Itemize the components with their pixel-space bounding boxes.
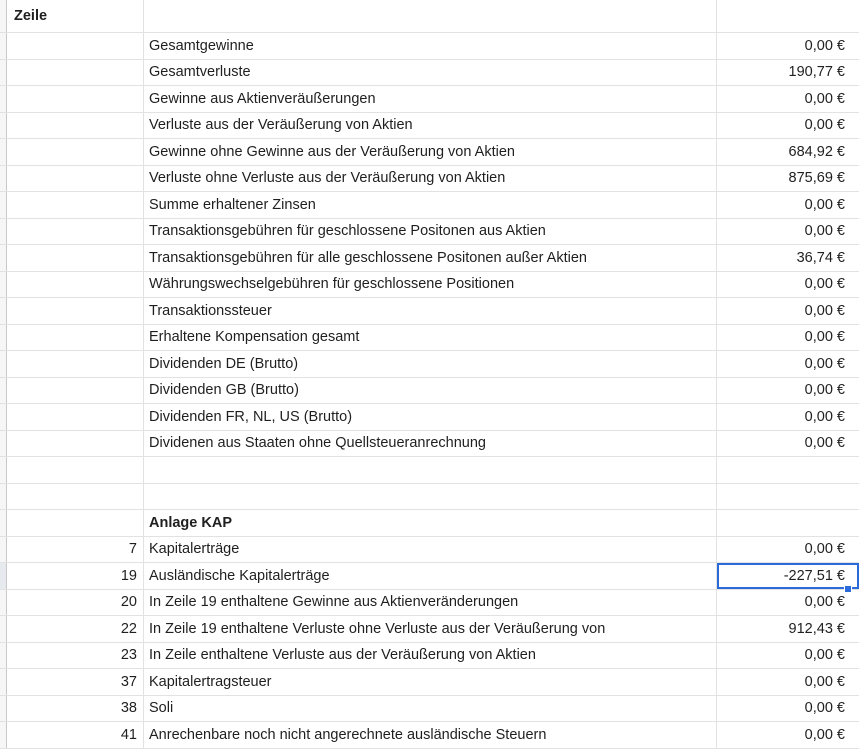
cell-label[interactable]: Ausländische Kapitalerträge xyxy=(144,563,717,589)
sheet-row xyxy=(0,643,859,670)
sheet-row xyxy=(0,86,859,113)
cell-value[interactable]: 0,00 € xyxy=(804,37,845,54)
sheet-row xyxy=(0,404,859,431)
sheet-row xyxy=(0,192,859,219)
cell-value[interactable]: 0,00 € xyxy=(804,435,845,452)
cell-label[interactable]: Transaktionsgebühren für alle geschlossene Positonen außer Aktien xyxy=(144,245,717,271)
cell-line-number[interactable] xyxy=(7,219,144,245)
row-header[interactable] xyxy=(0,272,7,298)
cell[interactable] xyxy=(717,510,859,536)
row-header[interactable] xyxy=(0,510,7,536)
cell-value[interactable]: 0,00 € xyxy=(804,700,845,717)
cell-line-number[interactable]: 41 xyxy=(7,722,144,748)
cell-line-number[interactable] xyxy=(7,325,144,351)
sheet-row-empty xyxy=(0,484,859,511)
cell-value[interactable]: 0,00 € xyxy=(804,355,845,372)
cell-line-number[interactable] xyxy=(7,113,144,139)
row-header[interactable] xyxy=(0,0,7,32)
sheet-row xyxy=(0,60,859,87)
cell-zeile-header[interactable]: Zeile xyxy=(7,0,144,32)
cell-label[interactable]: Gewinne ohne Gewinne aus der Veräußerung von Aktien xyxy=(144,139,717,165)
cell-line-number[interactable] xyxy=(7,245,144,271)
sheet-row xyxy=(0,696,859,723)
sheet-row xyxy=(0,272,859,299)
cell[interactable] xyxy=(717,457,859,483)
cell-label[interactable]: Erhaltene Kompensation gesamt xyxy=(144,325,717,351)
sheet-row xyxy=(0,431,859,458)
cell-label[interactable]: Verluste aus der Veräußerung von Aktien xyxy=(144,113,717,139)
cell-value[interactable]: 0,00 € xyxy=(804,726,845,743)
cell-value[interactable]: 0,00 € xyxy=(804,594,845,611)
cell-label[interactable]: Kapitalerträge xyxy=(144,537,717,563)
cell-label[interactable]: Dividenden FR, NL, US (Brutto) xyxy=(144,404,717,430)
sheet-row xyxy=(0,139,859,166)
cell-label[interactable]: Transaktionssteuer xyxy=(144,298,717,324)
sheet-row xyxy=(0,0,859,33)
cell-label[interactable]: Dividenen aus Staaten ohne Quellsteueranrechnung xyxy=(144,431,717,457)
cell-line-number[interactable]: 7 xyxy=(7,537,144,563)
cell-value[interactable]: 0,00 € xyxy=(804,196,845,213)
cell-line-number[interactable] xyxy=(7,351,144,377)
row-header[interactable] xyxy=(0,457,7,483)
row-header[interactable] xyxy=(0,537,7,563)
fill-handle[interactable] xyxy=(844,585,852,593)
cell-line-number[interactable]: 37 xyxy=(7,669,144,695)
cell-label[interactable]: Kapitalertragsteuer xyxy=(144,669,717,695)
row-header[interactable] xyxy=(0,669,7,695)
cell[interactable] xyxy=(144,457,717,483)
sheet-row xyxy=(0,245,859,272)
sheet-row-empty xyxy=(0,457,859,484)
sheet-row xyxy=(0,510,859,537)
sheet-row xyxy=(0,166,859,193)
cell-value[interactable]: 0,00 € xyxy=(804,223,845,240)
row-header[interactable] xyxy=(0,298,7,324)
sheet-row xyxy=(0,298,859,325)
row-header[interactable] xyxy=(0,351,7,377)
row-header[interactable] xyxy=(0,60,7,86)
cell-label[interactable]: Anrechenbare noch nicht angerechnete ausländische Steuern xyxy=(144,722,717,748)
cell-value[interactable]: 0,00 € xyxy=(804,302,845,319)
sheet-row xyxy=(0,669,859,696)
cell-line-number[interactable] xyxy=(7,431,144,457)
row-header[interactable] xyxy=(0,696,7,722)
cell[interactable] xyxy=(717,484,859,510)
cell[interactable] xyxy=(144,0,717,32)
cell-label[interactable]: Summe erhaltener Zinsen xyxy=(144,192,717,218)
cell-label[interactable]: Soli xyxy=(144,696,717,722)
selected-cell-value[interactable]: -227,51 € xyxy=(717,563,859,589)
cell-line-number[interactable]: 19 xyxy=(7,563,144,589)
row-header[interactable] xyxy=(0,643,7,669)
sheet-row xyxy=(0,351,859,378)
cell-line-number[interactable] xyxy=(7,192,144,218)
cell-value[interactable]: 0,00 € xyxy=(804,117,845,134)
cell[interactable] xyxy=(7,457,144,483)
cell-value[interactable]: 684,92 € xyxy=(788,143,845,160)
row-header[interactable] xyxy=(0,378,7,404)
sheet-row xyxy=(0,219,859,246)
cell-value[interactable]: 0,00 € xyxy=(804,382,845,399)
cell-label[interactable]: Dividenden DE (Brutto) xyxy=(144,351,717,377)
cell-line-number[interactable] xyxy=(7,272,144,298)
row-header[interactable] xyxy=(0,722,7,748)
cell-line-number[interactable]: 22 xyxy=(7,616,144,642)
cell-line-number[interactable] xyxy=(7,404,144,430)
cell-value[interactable]: 875,69 € xyxy=(788,170,845,187)
cell-label[interactable]: Transaktionsgebühren für geschlossene Positonen aus Aktien xyxy=(144,219,717,245)
cell-label[interactable]: Währungswechselgebühren für geschlossene Positionen xyxy=(144,272,717,298)
row-header[interactable] xyxy=(0,219,7,245)
cell-line-number[interactable] xyxy=(7,33,144,59)
cell-line-number[interactable]: 38 xyxy=(7,696,144,722)
cell[interactable] xyxy=(717,0,859,32)
sheet-row xyxy=(0,722,859,749)
sheet-row-active xyxy=(0,563,859,590)
cell-line-number[interactable] xyxy=(7,298,144,324)
row-header[interactable] xyxy=(0,616,7,642)
cell-value[interactable]: 0,00 € xyxy=(804,90,845,107)
cell-line-number[interactable] xyxy=(7,139,144,165)
cell-label[interactable]: In Zeile 19 enthaltene Gewinne aus Aktienveränderungen xyxy=(144,590,717,616)
sheet-row xyxy=(0,113,859,140)
cell-value[interactable]: 0,00 € xyxy=(804,673,845,690)
row-header[interactable] xyxy=(0,192,7,218)
cell-line-number[interactable]: 23 xyxy=(7,643,144,669)
cell-line-number[interactable] xyxy=(7,166,144,192)
cell-label[interactable]: Gewinne aus Aktienveräußerungen xyxy=(144,86,717,112)
cell-label[interactable]: Gesamtgewinne xyxy=(144,33,717,59)
row-header[interactable] xyxy=(0,166,7,192)
cell[interactable] xyxy=(7,484,144,510)
cell-value[interactable]: 0,00 € xyxy=(804,647,845,664)
cell-line-number[interactable] xyxy=(7,86,144,112)
cell-value[interactable]: 0,00 € xyxy=(804,276,845,293)
cell-line-number[interactable] xyxy=(7,378,144,404)
cell-value[interactable]: 912,43 € xyxy=(788,620,845,637)
cell-value[interactable]: 190,77 € xyxy=(788,64,845,81)
row-header[interactable] xyxy=(0,431,7,457)
cell-value[interactable]: 0,00 € xyxy=(804,541,845,558)
cell[interactable] xyxy=(7,510,144,536)
sheet-row xyxy=(0,537,859,564)
sheet-row xyxy=(0,616,859,643)
cell-label[interactable]: Dividenden GB (Brutto) xyxy=(144,378,717,404)
cell-label[interactable]: In Zeile 19 enthaltene Verluste ohne Verluste aus der Veräußerung von xyxy=(144,616,717,642)
cell-line-number[interactable]: 20 xyxy=(7,590,144,616)
row-header[interactable] xyxy=(0,139,7,165)
row-header[interactable] xyxy=(0,245,7,271)
row-header[interactable] xyxy=(0,113,7,139)
cell-value[interactable]: 36,74 € xyxy=(796,249,845,266)
cell-value[interactable]: 0,00 € xyxy=(804,329,845,346)
cell-line-number[interactable] xyxy=(7,60,144,86)
sheet-row xyxy=(0,33,859,60)
cell-label[interactable]: Verluste ohne Verluste aus der Veräußerung von Aktien xyxy=(144,166,717,192)
cell-label[interactable]: In Zeile enthaltene Verluste aus der Veräußerung von Aktien xyxy=(144,643,717,669)
sheet-row xyxy=(0,325,859,352)
row-header[interactable] xyxy=(0,484,7,510)
row-header[interactable] xyxy=(0,33,7,59)
row-header[interactable] xyxy=(0,563,7,589)
row-header[interactable] xyxy=(0,404,7,430)
sheet-row xyxy=(0,590,859,617)
row-header[interactable] xyxy=(0,325,7,351)
sheet-row xyxy=(0,378,859,405)
cell[interactable] xyxy=(144,484,717,510)
row-header[interactable] xyxy=(0,590,7,616)
cell-value[interactable]: 0,00 € xyxy=(804,408,845,425)
section-title-anlage-kap[interactable]: Anlage KAP xyxy=(144,510,717,536)
row-header[interactable] xyxy=(0,86,7,112)
cell-label[interactable]: Gesamtverluste xyxy=(144,60,717,86)
